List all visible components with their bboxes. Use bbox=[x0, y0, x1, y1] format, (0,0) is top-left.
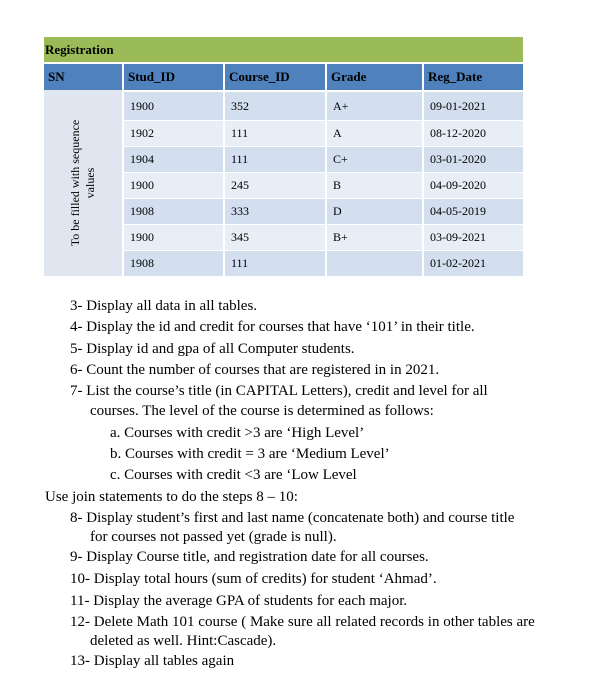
instruction-7-sub-c: c. Courses with credit <3 are ‘Low Level bbox=[110, 467, 357, 483]
join-intro: Use join statements to do the steps 8 – 10: bbox=[45, 489, 298, 505]
instruction-7-sub-a: a. Courses with credit >3 are ‘High Level’ bbox=[110, 425, 365, 441]
cell-reg-date: 04-09-2020 bbox=[430, 178, 486, 192]
table-row bbox=[124, 90, 523, 120]
instruction-10: 10- Display total hours (sum of credits) for student ‘Ahmad’. bbox=[70, 571, 437, 587]
header-stud-id: Stud_ID bbox=[124, 64, 225, 90]
cell-stud-id: 1908 bbox=[124, 251, 225, 276]
cell-course-id: 245 bbox=[225, 173, 327, 198]
cell-course-id: 111 bbox=[225, 251, 327, 276]
instruction-7-line2: courses. The level of the course is determined as follows: bbox=[90, 403, 434, 419]
cell-reg-date: 04-05-2019 bbox=[430, 204, 486, 218]
instruction-4: 4- Display the id and credit for courses that have ‘101’ in their title. bbox=[70, 319, 475, 335]
sn-note: To be filled with sequence values bbox=[68, 119, 97, 247]
cell-grade bbox=[327, 251, 424, 276]
instruction-11: 11- Display the average GPA of students for each major. bbox=[70, 593, 408, 609]
header-grade: Grade bbox=[327, 64, 424, 90]
table-row bbox=[124, 198, 523, 224]
cell-grade: C+ bbox=[327, 147, 424, 172]
table-row bbox=[124, 120, 523, 146]
cell-grade: A+ bbox=[327, 92, 424, 120]
instruction-8-line2: for courses not passed yet (grade is null). bbox=[90, 529, 337, 545]
cell-course-id: 345 bbox=[225, 225, 327, 250]
table-title: Registration bbox=[44, 37, 523, 62]
header-reg-date: Reg_Date bbox=[428, 69, 483, 84]
table-rows bbox=[124, 90, 523, 276]
instruction-3: 3- Display all data in all tables. bbox=[70, 298, 258, 314]
instruction-8-line1: 8- Display student’s first and last name (concatenate both) and course title bbox=[70, 510, 515, 526]
cell-course-id: 111 bbox=[225, 147, 327, 172]
instruction-6: 6- Count the number of courses that are registered in in 2021. bbox=[70, 362, 440, 378]
table-row bbox=[124, 172, 523, 198]
cell-reg-date: 08-12-2020 bbox=[430, 126, 486, 140]
cell-stud-id: 1900 bbox=[124, 173, 225, 198]
cell-course-id: 111 bbox=[225, 121, 327, 146]
instruction-12-line1: 12- Delete Math 101 course ( Make sure all related records in other tables are bbox=[70, 614, 535, 630]
instruction-12-line2: deleted as well. Hint:Cascade). bbox=[90, 633, 277, 649]
cell-reg-date: 03-01-2020 bbox=[430, 152, 486, 166]
instruction-7-line1: 7- List the course’s title (in CAPITAL Letters), credit and level for all bbox=[70, 383, 488, 399]
cell-stud-id: 1902 bbox=[124, 121, 225, 146]
cell-stud-id: 1904 bbox=[124, 147, 225, 172]
table-header-row bbox=[44, 64, 523, 90]
cell-reg-date: 03-09-2021 bbox=[430, 230, 486, 244]
sn-column-cell bbox=[44, 90, 124, 276]
cell-grade: D bbox=[327, 199, 424, 224]
cell-course-id: 333 bbox=[225, 199, 327, 224]
cell-reg-date: 01-02-2021 bbox=[430, 256, 486, 270]
cell-grade: B bbox=[327, 173, 424, 198]
header-sn: SN bbox=[44, 64, 124, 90]
instruction-13: 13- Display all tables again bbox=[70, 653, 235, 669]
table-row bbox=[124, 250, 523, 276]
instruction-5: 5- Display id and gpa of all Computer students. bbox=[70, 341, 355, 357]
instruction-9: 9- Display Course title, and registration date for all courses. bbox=[70, 549, 429, 565]
cell-stud-id: 1900 bbox=[124, 225, 225, 250]
registration-table bbox=[44, 37, 523, 276]
table-body bbox=[44, 90, 523, 276]
instruction-7-sub-b: b. Courses with credit = 3 are ‘Medium Level’ bbox=[110, 446, 390, 462]
cell-stud-id: 1900 bbox=[124, 92, 225, 120]
cell-grade: A bbox=[327, 121, 424, 146]
cell-reg-date: 09-01-2021 bbox=[430, 99, 486, 113]
header-course-id: Course_ID bbox=[225, 64, 327, 90]
table-row bbox=[124, 146, 523, 172]
cell-stud-id: 1908 bbox=[124, 199, 225, 224]
table-row bbox=[124, 224, 523, 250]
cell-grade: B+ bbox=[327, 225, 424, 250]
cell-course-id: 352 bbox=[225, 92, 327, 120]
